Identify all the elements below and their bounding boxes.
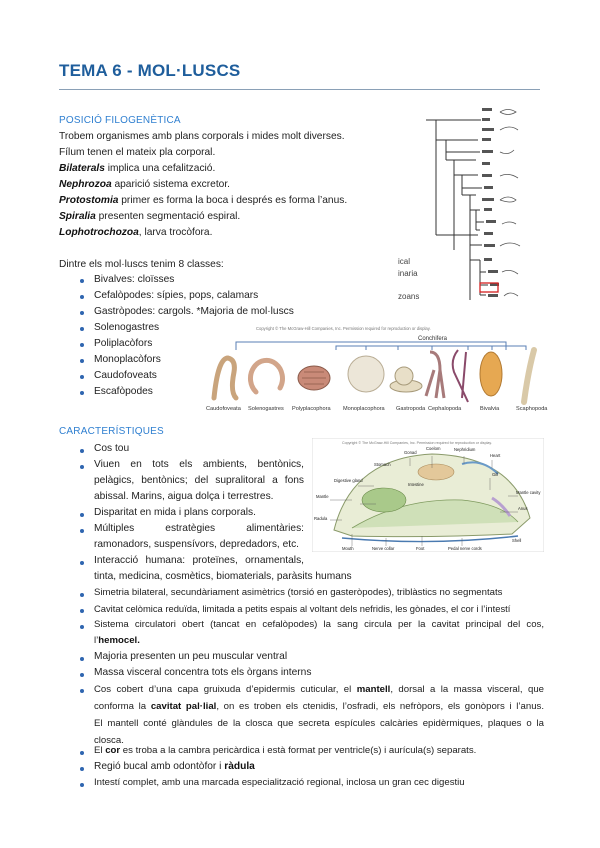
char-item: Interacció humana: proteïnes, ornamentals, tinta, medicina, cosmètics, biomaterials, paràsits humans xyxy=(94,555,352,582)
anatomy-label: Mantle cavity xyxy=(516,490,541,495)
class-item: Solenogastres xyxy=(94,322,160,333)
phylo-line-4: Nephrozoa aparició sistema excretor. xyxy=(59,179,230,190)
phylogenetic-tree-figure xyxy=(396,100,536,312)
char-item: Sistema circulatori obert (tancat en cefalòpodes) la sang circula per la cavitat principal del cos, l’hemocel. xyxy=(94,619,544,646)
bullet-icon xyxy=(80,689,84,693)
phylo-line-2: Fílum tenen el mateix pla corporal. xyxy=(59,147,216,158)
animal-label: Scaphopoda xyxy=(516,406,548,412)
char-item: Cos tou xyxy=(94,443,130,454)
tree-label: inaria xyxy=(398,269,418,278)
mollusc-classes-figure xyxy=(206,322,552,414)
scaphopoda-drawing xyxy=(524,350,534,402)
anatomy-label: Heart xyxy=(490,453,501,458)
classes-intro: Dintre els mol·luscs tenim 8 classes: xyxy=(59,259,224,270)
mollusc-anatomy-figure xyxy=(312,438,544,552)
anatomy-label: Mantle xyxy=(316,494,329,499)
animal-label: Bivalvia xyxy=(480,406,500,412)
char-item: Simetria bilateral, secundàriament asimètrics (torsió en gasteròpodes), triblàstics no segmentats xyxy=(94,587,503,598)
phylo-line-3: Bilaterals implica una cefalització. xyxy=(59,163,216,174)
class-item: Cefalòpodes: sípies, pops, calamars xyxy=(94,290,259,301)
bullet-icon xyxy=(80,327,84,331)
bullet-icon xyxy=(80,311,84,315)
animal-label: Monoplacophora xyxy=(343,406,385,412)
bullet-icon xyxy=(80,673,84,677)
tree-label: zoans xyxy=(398,292,420,301)
animal-label: Polyplacophora xyxy=(292,406,331,412)
bullet-icon xyxy=(80,657,84,661)
solenogastres-drawing xyxy=(250,360,282,392)
page-title: TEMA 6 - MOL·LUSCS xyxy=(59,61,241,80)
anatomy-label: Pedal nerve cords xyxy=(448,546,482,551)
class-item: Gastròpodes: cargols. *Majoria de mol·luscs xyxy=(94,306,294,317)
anatomy-label: Gill xyxy=(492,472,499,477)
class-item: Caudofoveats xyxy=(94,370,157,381)
cephalopoda-drawing xyxy=(426,352,444,398)
class-item: Escafòpodes xyxy=(94,386,153,397)
class-item: Bivalves: cloïsses xyxy=(94,274,175,285)
section-heading-characteristics: CARACTERÍSTIQUES xyxy=(59,426,164,437)
bullet-icon xyxy=(80,375,84,379)
bullet-icon xyxy=(80,359,84,363)
bullet-icon xyxy=(80,561,84,565)
anatomy-copyright: Copyright © The McGraw-Hill Companies, Inc. Permission required for reproduction or display. xyxy=(342,441,492,445)
anatomy-label: Stomach xyxy=(374,462,391,467)
phylo-line-7: Lophotrochozoa, larva trocòfora. xyxy=(59,227,213,238)
char-item: Disparitat en mida i plans corporals. xyxy=(94,507,256,518)
bullet-icon xyxy=(80,767,84,771)
char-item: Massa visceral concentra tots els òrgans interns xyxy=(94,667,312,678)
anatomy-label: Anus xyxy=(518,506,528,511)
anatomy-label: Radula xyxy=(314,516,328,521)
bullet-icon xyxy=(80,465,84,469)
anatomy-label: Nephridium xyxy=(454,447,476,452)
section-heading-phylogeny: POSICIÓ FILOGENÈTICA xyxy=(59,115,181,126)
anatomy-label: Nerve collar xyxy=(372,546,395,551)
bullet-icon xyxy=(80,625,84,629)
char-item: Múltiples estratègies alimentàries: ramonadors, suspensívors, depredadors, etc. xyxy=(94,523,304,550)
bullet-icon xyxy=(80,751,84,755)
title-divider xyxy=(59,89,540,90)
char-item: Cavitat celòmica reduïda, limitada a petits espais al voltant dels nefridis, les gònades, el cor i l’intestí xyxy=(94,603,511,614)
bullet-icon xyxy=(80,593,84,597)
char-item: El cor es troba a la cambra pericàrdica i està format per ventricle(s) i aurícula(s) separats. xyxy=(94,745,477,756)
anatomy-label: Intestine xyxy=(408,482,424,487)
anatomy-label: Gonad xyxy=(404,450,417,455)
conchifera-label: Conchifera xyxy=(418,336,448,342)
anatomy-label: Digestive gland xyxy=(334,478,363,483)
bullet-icon xyxy=(80,783,84,787)
bullet-icon xyxy=(80,609,84,613)
bivalvia-drawing xyxy=(480,352,502,396)
animal-label: Cephalopoda xyxy=(428,406,462,412)
tree-label: ical xyxy=(398,257,411,266)
phylo-line-6: Spiralia presenten segmentació espiral. xyxy=(59,211,241,222)
bullet-icon xyxy=(80,529,84,533)
phylo-line-1: Trobem organismes amb plans corporals i mides molt diverses. xyxy=(59,131,345,142)
anatomy-label: Coelom xyxy=(426,446,441,451)
bullet-icon xyxy=(80,513,84,517)
anatomy-label: Foot xyxy=(416,546,425,551)
anatomy-label: Mouth xyxy=(342,546,354,551)
animal-label: Caudofoveata xyxy=(206,406,241,412)
bullet-icon xyxy=(80,343,84,347)
char-item: Majoria presenten un peu muscular ventral xyxy=(94,651,288,662)
char-item: Intestí complet, amb una marcada especialització regional, inclosa un gran cec digestiu xyxy=(94,777,465,788)
figure-copyright: Copyright © The McGraw-Hill Companies, Inc. Permission required for reproduction or display. xyxy=(256,326,431,331)
char-item-mantle: Cos cobert d’una capa gruixuda d’epidermis cuticular, el mantell, dorsal a la massa visceral, que conforma la cavitat pal·lial, on es troben els ctenidis, l’osfradi, els nefròpors, els gonòpors i l’anus. El mantell conté glàndules de la closca que secreta espícules calcàries epidèrmiques, plaques o la closca. xyxy=(94,684,545,746)
bullet-icon xyxy=(80,295,84,299)
bullet-icon xyxy=(80,391,84,395)
monoplacophora-drawing xyxy=(348,356,384,392)
caudofoveata-drawing xyxy=(214,358,236,398)
char-item: Viuen en tots els ambients, bentònics, pelàgics, bentònics; del supralitoral a fons abissal. Marins, aigua dolça i terrestres. xyxy=(94,459,304,502)
bullet-icon xyxy=(80,279,84,283)
animal-label: Gastropoda xyxy=(396,406,426,412)
class-item: Poliplacòfors xyxy=(94,338,153,349)
char-item: Regió bucal amb odontòfor i ràdula xyxy=(94,761,255,772)
class-item: Monoplacòfors xyxy=(94,354,161,365)
bullet-icon xyxy=(80,449,84,453)
phylo-line-5: Protostomia primer es forma la boca i després es forma l’anus. xyxy=(59,195,348,206)
animal-label: Solenogastres xyxy=(248,406,284,412)
anatomy-label: Shell xyxy=(512,538,522,543)
